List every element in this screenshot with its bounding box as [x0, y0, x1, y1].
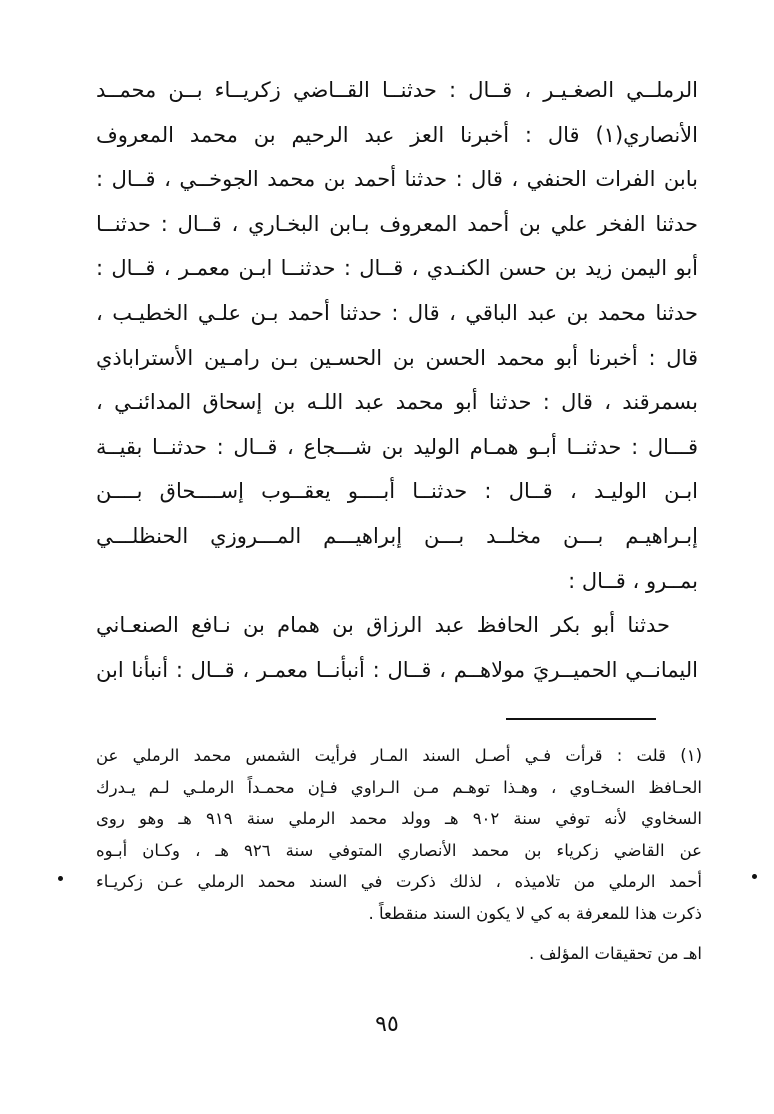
page-number: ٩٥: [375, 1012, 399, 1037]
footnote-line: عن القاضي زكرياء بن محمد الأنصاري المتوفي سنة ٩٢٦ هـ ، وكـان أبـوه: [96, 840, 702, 860]
footnote-line: ذكرت هذا للمعرفة به كي لا يكون السند منقطعاً .: [368, 903, 702, 923]
footnote-line: السخاوي لأنه توفي سنة ٩٠٢ هـ وولد محمد الرملي سنة ٩١٩ هـ وهو روى: [96, 809, 702, 828]
main-text-line: حدثنا الفخر علي بن أحمد المعروف بـابن البخـاري ، قــال : حدثنــا: [96, 211, 698, 236]
margin-dot: [752, 874, 757, 879]
footnote-author-note: اهـ من تحقيقات المؤلف .: [528, 944, 702, 963]
main-text-line: اليمانــي الحميــريَ مولاهــم ، قــال : أنبأنــا معمـر ، قــال : أنبأنا ابن: [96, 657, 698, 682]
main-text-line: قال : أخبرنا أبو محمد الحسن بن الحسـين بـن رامـين الأستراباذي: [96, 345, 698, 370]
main-text-line: بابن الفرات الحنفي ، قال : حدثنا أحمد بن محمد الجوخــي ، قــال :: [96, 167, 698, 192]
main-text-line: قـــال : حدثنــا أبـو همـام الوليد بن شـــجاع ، قــال : حدثنــا بقيــة: [96, 434, 698, 459]
main-text-line: بسمرقند ، قال : حدثنا أبو محمد عبد اللـه بن إسحاق المدائنـي ،: [96, 390, 698, 415]
main-text-block: [96, 68, 698, 692]
main-text-line: أبو اليمن زيد بن حسن الكنـدي ، قــال : حدثنــا ابـن معمـر ، قــال :: [96, 256, 698, 281]
footnote-line: الحـافظ السخـاوي ، وهـذا توهـم مـن الـراوي فـإن محمـداً الرملـي لـم يـدرك: [96, 777, 702, 797]
main-text-line: إبـراهيـم بـــن مخلــد بـــن إبراهيـــم المـــروزي الحنظلـــي: [96, 523, 698, 548]
main-text-line: الرملــي الصغـيـر ، قــال : حدثنــا القــاضي زكريــاء بــن محمــد: [96, 78, 698, 102]
footnote-separator: [506, 718, 656, 720]
main-text-line: حدثنا أبو بكر الحافظ عبد الرزاق بن همام بن نـافع الصنعـاني: [96, 613, 670, 638]
main-text-line: بمــرو ، قــال :: [568, 568, 698, 593]
main-text-line: ابـن الوليـد ، قــال : حدثنــا أبــــو يعقــوب إســــحاق بــــن: [96, 479, 698, 504]
main-text-line: الأنصاري(١) قال : أخبرنا العز عبد الرحيم بن محمد المعروف: [96, 122, 698, 147]
margin-dot: [58, 876, 63, 881]
footnote-line: أحمد الرملي من تلاميذه ، لذلك ذكرت في السند محمد الرملي عـن زكريـاء: [96, 872, 702, 891]
footnote-block: [96, 740, 702, 970]
main-text-line: حدثنا محمد بن عبد الباقي ، قال : حدثنا أحمد بـن علـي الخطيـب ،: [96, 300, 698, 325]
footnote-line: (١) قلت : قرأت فـي أصـل السند المـار فرأيت الشمس محمد الرملي عن: [96, 746, 702, 765]
